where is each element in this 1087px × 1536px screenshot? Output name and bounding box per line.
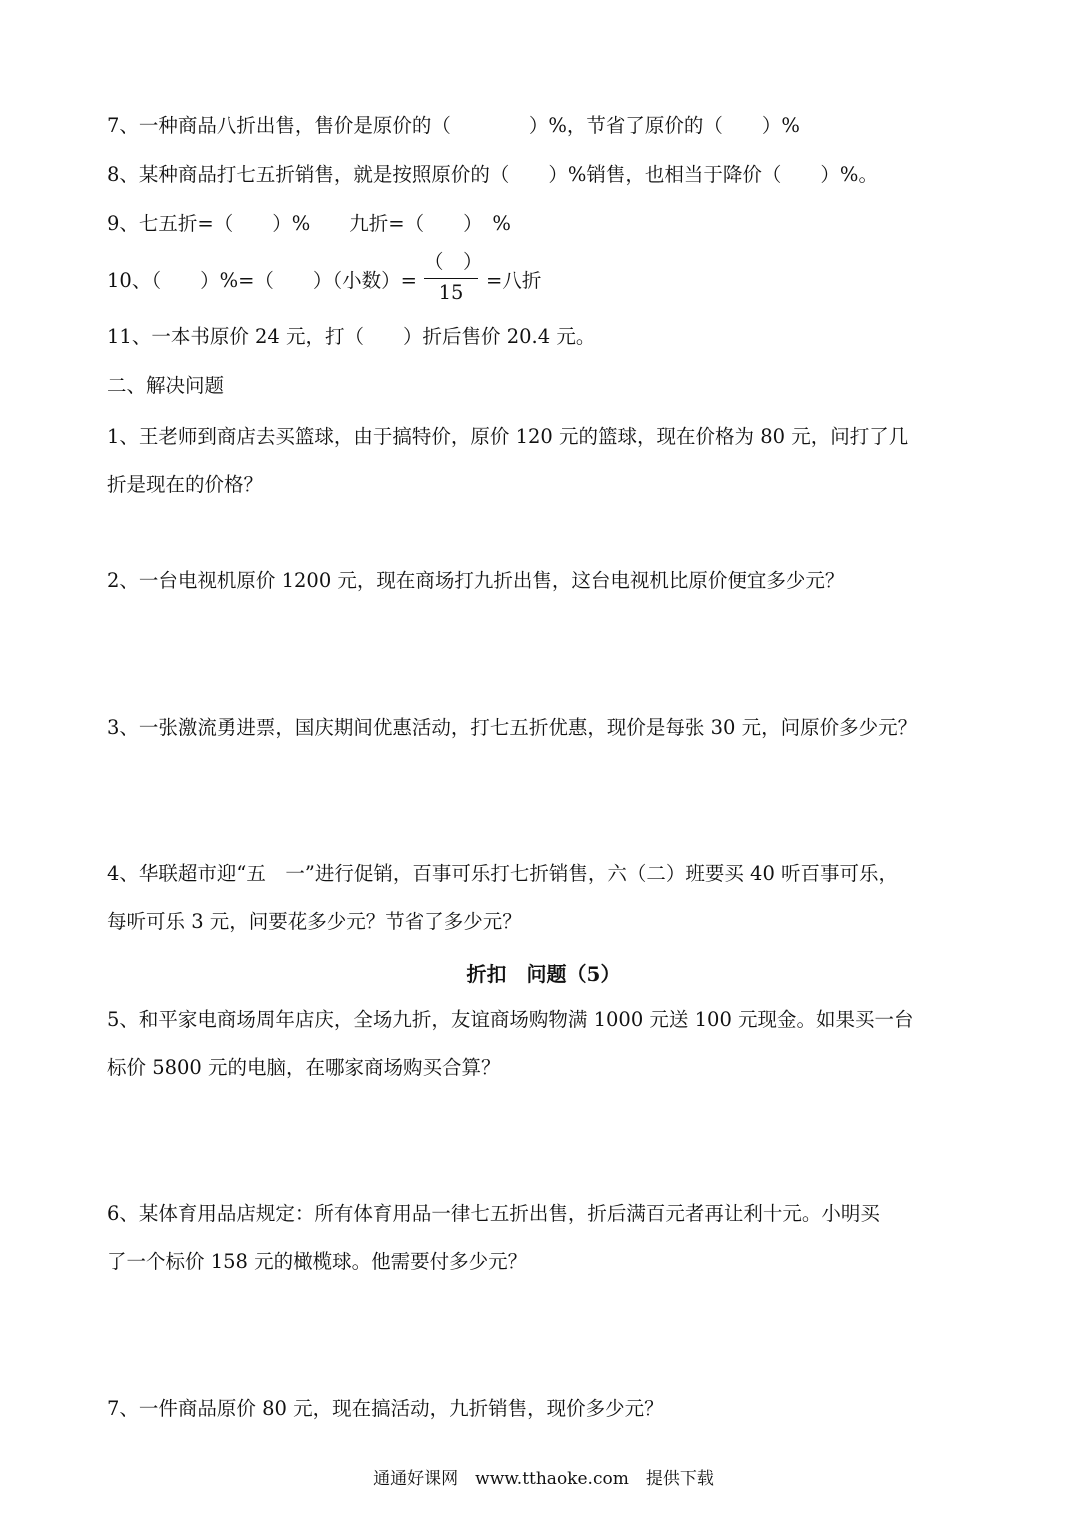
question-10-fraction [424, 250, 483, 305]
problem-7: 7、一件商品原价 80 元，现在搞活动，九折销售，现价多少元？ [107, 1397, 664, 1420]
question-10-left: 10、（ ）%=（ ）（小数）= [107, 269, 418, 292]
problem-1-line-1: 1、王老师到商店去买篮球，由于搞特价，原价 120 元的篮球，现在价格为 80 元，问打了几 [107, 425, 909, 448]
problem-6-line-1: 6、某体育用品店规定：所有体育用品一律七五折出售，折后满百元者再让利十元。小明买 [107, 1202, 880, 1225]
question-11: 11、一本书原价 24 元，打（ ）折后售价 20.4 元。 [107, 325, 596, 348]
problem-2: 2、一台电视机原价 1200 元，现在商场打九折出售，这台电视机比原价便宜多少元？ [107, 569, 845, 592]
question-9: 9、七五折=（ ）% 九折=（ ） % [107, 212, 511, 235]
problem-5-line-2: 标价 5800 元的电脑，在哪家商场购买合算？ [107, 1056, 501, 1079]
problem-1-line-2: 折是现在的价格？ [107, 473, 264, 496]
question-8: 8、某种商品打七五折销售，就是按照原价的（ ）%销售，也相当于降价（ ）%。 [107, 163, 878, 186]
section-title: 折扣 问题（5） [466, 962, 621, 986]
fraction-denominator: 15 [438, 281, 464, 304]
problem-6-line-2: 了一个标价 158 元的橄榄球。他需要付多少元？ [107, 1250, 528, 1273]
footer-credit: 通通好课网 www.tthaoke.com 提供下载 [373, 1469, 714, 1489]
question-10-right: =八折 [486, 269, 542, 292]
problem-3: 3、一张激流勇进票，国庆期间优惠活动，打七五折优惠，现价是每张 30 元，问原价多少元？ [107, 716, 918, 739]
section-2-heading: 二、解决问题 [107, 374, 225, 397]
question-7: 7、一种商品八折出售，售价是原价的（ ）%，节省了原价的（ ）% [107, 114, 800, 137]
problem-4-line-2: 每听可乐 3 元，问要花多少元？节省了多少元？ [107, 910, 522, 933]
problem-5-line-1: 5、和平家电商场周年店庆，全场九折，友谊商场购物满 1000 元送 100 元现金。如果买一台 [107, 1008, 914, 1031]
problem-4-line-1: 4、华联超市迎“五 一”进行促销，百事可乐打七折销售，六（二）班要买 40 听百事可乐， [107, 862, 899, 885]
fraction-numerator: （ ） [424, 250, 483, 273]
fraction-bar [424, 278, 478, 279]
